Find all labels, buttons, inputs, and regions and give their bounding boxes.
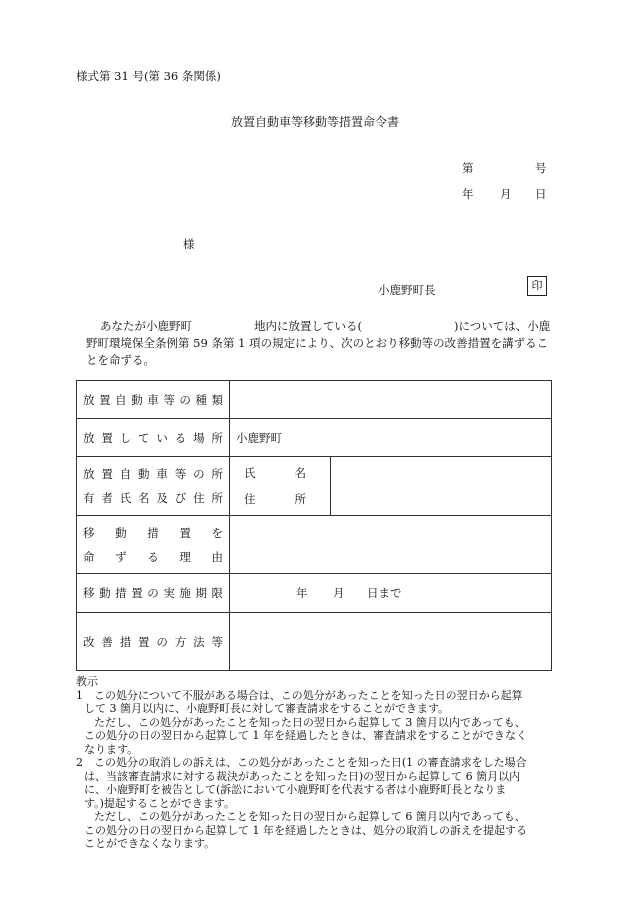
- owner-field-values: [331, 457, 551, 515]
- body-line-2-text: 野町環境保全条例第 59 条第 1 項の規定により、次のとおり移動等の改善措置を講ずるこ: [86, 336, 549, 350]
- deadline-month: 月: [333, 586, 345, 600]
- owner-fields: [230, 457, 551, 515]
- location-town: 小鹿野町: [236, 430, 282, 445]
- value-reason: [230, 516, 552, 574]
- body-line-1-b: 地内に放置している(: [254, 319, 362, 333]
- seal-box: 印: [527, 276, 547, 296]
- value-owner: [230, 457, 552, 516]
- owner-name-label: [244, 465, 306, 481]
- deadline-year: 年: [296, 586, 308, 600]
- note-1-line-5: なります。: [84, 742, 139, 756]
- document-title: 放置自動車等移動等措置命令書: [230, 115, 399, 129]
- deadline-fields: [230, 574, 551, 612]
- table-row-deadline: [77, 574, 552, 613]
- body-line-3-text: とを命ずる。: [86, 353, 155, 367]
- number-go: 号: [535, 161, 547, 175]
- label-reason: [77, 516, 230, 574]
- note-1-line-4: この処分の日の翌日から起算して 1 年を経過したときは、審査請求をすることができなく: [84, 729, 527, 742]
- body-line-1: [76, 318, 556, 335]
- body-line-2: [76, 335, 556, 352]
- owner-address-label-a: 住: [244, 492, 256, 506]
- note-2-line-5: ただし、この処分があったことを知った日の翌日から起算して 6 箇月以内であっても、: [94, 810, 526, 823]
- table-row-method: [77, 613, 552, 671]
- label-method: [77, 613, 230, 671]
- date-day: 日: [535, 187, 547, 201]
- table-row-reason: [77, 516, 552, 574]
- note-2-line-6: この処分の日の翌日から起算して 1 年を経過したときは、処分の取消しの訴えを提起する: [84, 823, 527, 837]
- note-1-line-2: して 3 箇月以内に、小鹿野町長に対して審査請求をすることができます。: [84, 702, 450, 715]
- body-line-1-c: )については、小鹿: [454, 319, 551, 333]
- table-row-vehicle-type: [77, 381, 552, 419]
- issuer-name: 小鹿野町長: [378, 283, 436, 297]
- label-owner-line-1: 放 置 自 動 車 等 の 所: [83, 467, 223, 481]
- label-location-text: 放 置 し て い る 場 所: [83, 430, 223, 445]
- addressee-suffix: 様: [183, 237, 195, 251]
- label-deadline-text: 移 動 措 置 の 実 施 期 限: [83, 586, 223, 600]
- value-method: [230, 613, 552, 671]
- value-deadline: [230, 574, 552, 613]
- date-year: 年: [462, 187, 474, 201]
- label-reason-line-1: 移 動 措 置 を: [83, 525, 223, 540]
- note-2-line-3: に、小鹿野町を被告として(訴訟において小鹿野町を代表する者は小鹿野町長となりま: [84, 783, 507, 796]
- number-dai: 第: [462, 161, 474, 175]
- label-location: [77, 419, 230, 457]
- note-2-line-1: 2 この処分の取消しの訴えは、この処分があったことを知った日(1 の審査請求をした場合: [76, 756, 527, 769]
- note-2-line-7: ことができなくなります。: [84, 837, 216, 850]
- instruction-notes: [76, 675, 558, 851]
- owner-address-label: [244, 491, 306, 507]
- label-owner-line-2: 有 者 氏 名 及 び 住 所: [83, 491, 223, 505]
- form-number: 様式第 31 号(第 36 条関係): [76, 69, 221, 83]
- label-vehicle-type-text: 放 置 自 動 車 等 の 種 類: [83, 392, 223, 407]
- owner-name-label-a: 氏: [244, 466, 256, 480]
- owner-field-labels: [230, 457, 331, 515]
- value-vehicle-type: [230, 381, 552, 419]
- label-reason-line-2: 命 ず る 理 由: [83, 549, 223, 564]
- owner-address-label-b: 所: [294, 492, 306, 506]
- date-month: 月: [500, 187, 512, 201]
- note-2-line-2: は、当該審査請求に対する裁決があったことを知った日)の翌日から起算して 6 箇月以内: [84, 769, 521, 783]
- table-row-owner: [77, 457, 552, 516]
- label-deadline: [77, 574, 230, 613]
- owner-name-label-b: 名: [294, 466, 306, 480]
- table-row-location: [77, 419, 552, 457]
- deadline-day: 日まで: [367, 586, 402, 600]
- label-method-text: 改 善 措 置 の 方 法 等: [83, 634, 223, 649]
- note-2-line-4: す。)提起することができます。: [84, 796, 236, 810]
- body-line-1-a: あなたが小鹿野町: [100, 319, 192, 333]
- label-vehicle-type: [77, 381, 230, 419]
- notes-heading: 教示: [76, 675, 98, 688]
- order-table: [76, 380, 552, 671]
- value-location: [230, 419, 552, 457]
- note-1-line-3: ただし、この処分があったことを知った日の翌日から起算して 3 箇月以内であっても、: [94, 715, 526, 729]
- body-line-3: [76, 352, 556, 369]
- order-body: [76, 318, 556, 369]
- note-1-line-1: 1 この処分について不服がある場合は、この処分があったことを知った日の翌日から起算: [76, 688, 523, 702]
- label-owner: [77, 457, 230, 516]
